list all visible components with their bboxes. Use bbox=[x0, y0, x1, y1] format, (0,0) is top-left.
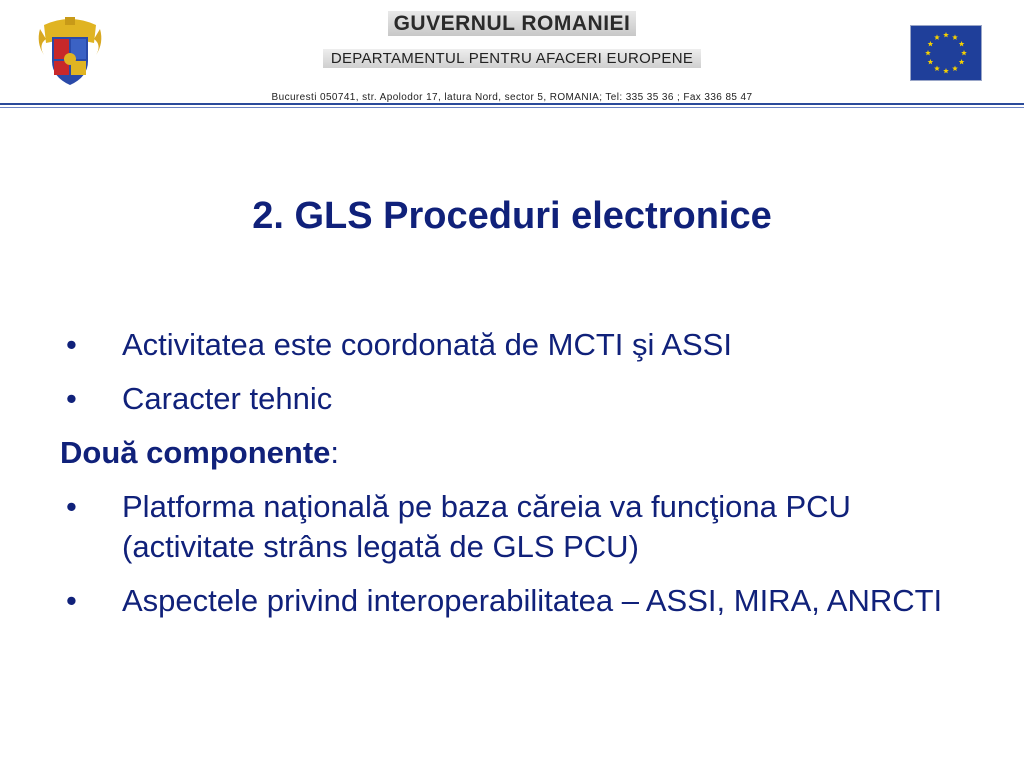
department-title: DEPARTAMENTUL PENTRU AFACERI EUROPENE bbox=[0, 50, 1024, 67]
bullet-item bbox=[60, 325, 990, 365]
bullet-dot: • bbox=[66, 327, 77, 362]
bullet-dot: • bbox=[66, 583, 77, 618]
header-rule bbox=[0, 103, 1024, 105]
header-rule-thin bbox=[0, 107, 1024, 108]
bullet-text: Caracter tehnic bbox=[122, 381, 333, 416]
bullet-item bbox=[60, 581, 990, 621]
components-heading bbox=[60, 433, 990, 473]
slide-title: 2. GLS Proceduri electronice bbox=[252, 195, 772, 237]
contact-address: Bucuresti 050741, str. Apolodor 17, latura Nord, sector 5, ROMANIA; Tel: 335 35 36 ; Fax 336 85 47 bbox=[271, 92, 753, 103]
bullet-text: Activitatea este coordonată de MCTI şi ASSI bbox=[122, 327, 732, 362]
slide-content bbox=[60, 325, 990, 635]
bullet-text: Platforma naţională pe baza căreia va funcţiona PCU (activitate strâns legată de GLS PCU) bbox=[122, 489, 851, 564]
bullet-item bbox=[60, 487, 990, 567]
components-heading-suffix: : bbox=[330, 435, 340, 470]
slide-header bbox=[0, 0, 1024, 112]
bullet-dot: • bbox=[66, 381, 77, 416]
bullet-dot: • bbox=[66, 489, 77, 524]
government-title: GUVERNUL ROMANIEI bbox=[0, 12, 1024, 36]
components-heading-bold: Două componente bbox=[60, 435, 331, 470]
bullet-text: Aspectele privind interoperabilitatea – ASSI, MIRA, ANRCTI bbox=[122, 583, 943, 618]
eu-flag-icon bbox=[910, 25, 982, 81]
bullet-item bbox=[60, 379, 990, 419]
